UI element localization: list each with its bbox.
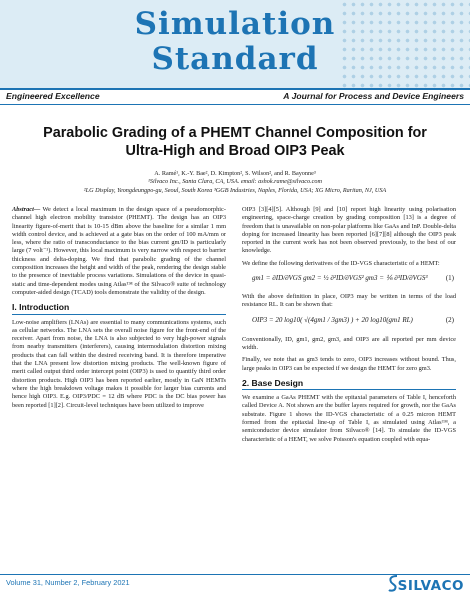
article-title-line1: Parabolic Grading of a PHEMT Channel Composition for: [43, 125, 427, 141]
masthead-title-line1: Simulation: [134, 6, 336, 42]
issue-info: Volume 31, Number 2, February 2021: [6, 578, 130, 587]
left-column: [12, 206, 226, 414]
article-title-line2: Ultra-High and Broad OIP3 Peak: [125, 143, 345, 159]
paragraph: Conventionally, ID, gm1, gm2, gm3, and OIP3 are all reported per mm device width.: [242, 335, 456, 351]
paragraph: OIP3 [3][4][5]. Although [9] and [10] report high linearity using polarisation engineering, space-charge creation by grading composition [13] is a degree of freedom that is unavailable on non-polar platforms like GaAs and InP. Double-delta doping for increased linearity has been reported [6][7][8] although the OIP3 peak reported in the current work has not been observed previously, to the best of our knowledge.: [242, 206, 456, 255]
silvaco-logo: [390, 572, 464, 596]
tagline-rule: [0, 104, 470, 105]
section-heading-text: 2. Base Design: [242, 377, 304, 388]
tagline-right: A Journal for Process and Device Engineers: [283, 91, 464, 101]
author-block: [10, 170, 460, 195]
affiliation-1: ¹Silvaco Inc., Santa Clara, CA, USA. email: ashok.rame@silvaco.com: [148, 178, 322, 186]
intro-paragraph: Low-noise amplifiers (LNAs) are essential to many communications systems, such as cellular networks. The LNA sets the overall noise figure for the front-end of the receiver. Apart from noise, the LNA is also subjected to very high-power signals from nearby transmitters (interferers), causing intermodulation distortion mixing products that can fall within the desired receiving band. It is therefore imperative that the LNA present low distortion mixing products. The well-known figure of merit called output third order intercept point (OIP3) is used to quantify third order distortion products. High OIP3 has been reported earlier, mostly in GaN HEMTs where the high breakdown voltage makes it possible for larger bias currents and hence high OIP3. E.g. OIP3/PDC = 12 dB where PDC is the DC bias power has been reported [1][2]. Circuit-level techniques have been utilized to improve: [12, 318, 226, 409]
equation-1: [242, 272, 456, 287]
section-heading-base-design: [242, 379, 456, 390]
paragraph: With the above definition in place, OIP3 may be written in terms of the load resistance RL. It can be shown that:: [242, 293, 456, 309]
affiliation-2: ²LG Display, Yeongdeungpo-gu, Seoul, South Korea ³GGB Industries, Naples, Florida, USA; XG Micro, Raritan, NJ, USA: [83, 186, 387, 194]
section-heading-text: I. Introduction: [12, 302, 70, 313]
logo-mark-icon: [388, 574, 398, 592]
abstract-text: We detect a local maximum in the design space of a pseudomorphic-channel high electron mobility transistor (PHEMT). The design has an OIP3 linearity figure-of-merit that is 10-15 dBm above the baseline for a similar 1 mm width control device, and is achieved at a gate bias on the order of 100 mA/mm or less, where the ratio of transconductance to the bias current gm/ID is particularly large (7 volt⁻¹). However, this local maximum is very narrow with respect to barrier thickness and delta-doping. We find that parabolic grading of the channel composition increases the height and width of the peak, rendering the design stable to the presence of inevitable process variations. Simulations of the device in quasi-static and time-dependent modes using Atlas™ of the Silvaco® suite of technology computer-aided design (TCAD) tools demonstrate the validity of the design.: [12, 206, 226, 296]
section-heading-introduction: [12, 303, 226, 314]
equation-2: [242, 314, 456, 330]
author-names: A. Ramé¹, K.-Y. Bae², D. Kimpton², S. Wilson², and R. Bayonne³: [154, 170, 316, 177]
masthead: [0, 0, 470, 88]
tagline-left: Engineered Excellence: [6, 91, 100, 101]
equation-number: (1): [445, 274, 454, 283]
equation-body: OIP3 = 20 log10( √(4gm1 / 3gm3) ) + 20 log10(gm1 RL): [252, 315, 413, 324]
right-column: [242, 206, 456, 448]
base-design-paragraph: We examine a GaAs PHEMT with the epitaxial parameters of Table I, henceforth called Device A. Not shown are the buffer layers required for growth, nor the GaAs substrate. Figure 1 shows the ID-VGS characteristic of a 0.25 micron HEMT formed from the epitaxial line-up of Table I, as simulated using Atlas™, a semiconductor device simulator from Silvaco® [14]. To simulate the ID-VGS characteristic of a HEMT, we solve Poisson's equation coupled with equa-: [242, 394, 456, 443]
paragraph: We define the following derivatives of the ID-VGS characteristic of a HEMT:: [242, 259, 440, 267]
abstract: [12, 206, 226, 297]
equation-body: gm1 = ∂ID/∂VGS gm2 = ½ ∂²ID/∂VGS² gm3 = ⅙ ∂³ID/∂VGS³: [252, 274, 428, 283]
section-rule: [12, 314, 226, 315]
abstract-label: Abstract—: [12, 206, 41, 213]
paragraph: Finally, we note that as gm3 tends to zero, OIP3 increases without bound. Thus, large peaks in OIP3 can be expected if we design the HEMT for zero gm3.: [242, 356, 456, 372]
equation-number: (2): [445, 315, 454, 324]
tagline-bar: [0, 90, 470, 104]
section-rule: [242, 389, 456, 390]
masthead-title-line2: Standard: [151, 41, 319, 77]
logo-text: SILVACO: [397, 578, 464, 594]
